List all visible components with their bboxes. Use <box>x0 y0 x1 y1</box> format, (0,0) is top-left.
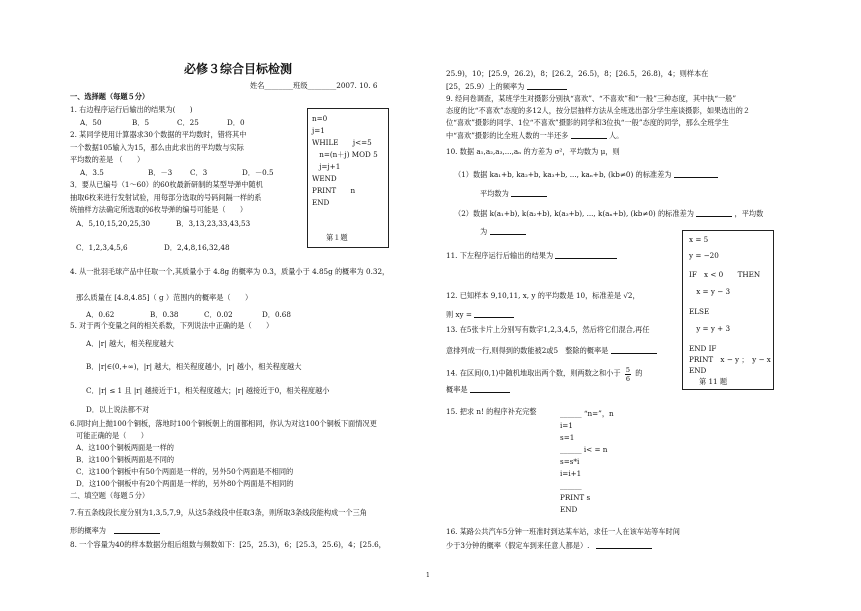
q12-answer-blank[interactable] <box>474 310 514 318</box>
q10-2-std-blank[interactable] <box>696 209 732 217</box>
q3-option-c: C．1,2,3,4,5,6 <box>76 243 128 252</box>
question-10-part-1 <box>454 170 718 178</box>
q8-answer-blank[interactable] <box>527 82 567 90</box>
question-12-line-2 <box>446 310 514 318</box>
q6-option-c: C．这100个铜板中有50个两面是一样的，另外50个两面是不相同的 <box>76 467 294 476</box>
q5-option-b: B．|r|∈(0,+∞)，|r| 越大，相关程度越小，|r| 越小，相关程度越大 <box>86 362 302 371</box>
program-line: s=1 <box>560 433 575 442</box>
q1-option-d: D．0 <box>227 118 245 127</box>
question-11 <box>446 251 617 259</box>
question-3-line-3: 统抽样方法确定所选取的6枚导弹的编号可能是（ ） <box>70 205 248 214</box>
program-line: ______ “n=”，n <box>560 409 614 418</box>
q14-prob-text: 概率是 <box>446 384 468 394</box>
question-5: 5. 对于两个变量之间的相关系数，下列说法中正确的是（ ） <box>70 321 274 330</box>
q1-option-a: A．50 <box>80 118 102 127</box>
question-1: 1. 右边程序运行后输出的结果为( ) <box>70 105 193 114</box>
question-6-line-1: 6.同时向上抛100个铜板，落地时100个铜板朝上的面都相同，你认为对这100个铜板下面情况更 <box>70 419 377 428</box>
question-7-text: 形的概率为 <box>70 525 106 535</box>
q5-option-a: A．|r| 越大，相关程度越大 <box>86 339 174 348</box>
q10-1-mean-blank[interactable] <box>511 189 547 197</box>
question-2-line-3: 平均数的差是 （ ） <box>70 155 145 164</box>
question-4-line-2: 那么质量在 [4.8,4.85]（ g ）范围内的概率是（ ） <box>76 293 253 302</box>
q4-option-c: C．0.02 <box>204 310 233 319</box>
question-10-part-2 <box>454 209 763 217</box>
question-7-line-2 <box>70 526 160 534</box>
question-3-line-2: 抽取6枚来进行发射试验，用每部分选取的号码间隔一样的系 <box>70 193 262 202</box>
q10-2-mean-blank[interactable] <box>490 227 526 235</box>
q12-text: 则 xy = <box>446 309 472 319</box>
program-line: j=j+1 <box>312 162 341 171</box>
program-line: ______ <box>560 481 582 490</box>
program-line: ______ i< = n <box>560 445 608 454</box>
program-line: PRINT n <box>312 186 356 195</box>
question-7-line-1: 7.有五条线段长度分别为1,3,5,7,9，从这5条线段中任取3条，则所取3条线段能构成一个三角 <box>70 508 367 517</box>
program-line: y = −20 <box>689 251 719 260</box>
q10-1-mean-text: 平均数为 <box>480 188 509 198</box>
program-line: WEND <box>312 174 337 183</box>
program-line: x = y − 3 <box>689 287 731 296</box>
question-3-line-1: 3．要从已编号（1～60）的60枚最新研制的某型导弹中随机 <box>70 180 263 189</box>
question-9-line-4 <box>446 131 623 139</box>
q6-option-b: B．这100个铜板两面是不同的 <box>76 455 175 464</box>
q5-option-c: C．|r| ≤ 1 且 |r| 越接近于1，相关程度越大；|r| 越接近于0，相关程度越小 <box>86 386 330 395</box>
program-line: n=0 <box>312 114 328 123</box>
program-line: s=s*i <box>560 457 580 466</box>
q16-answer-blank[interactable] <box>596 541 652 549</box>
program-line: i=i+1 <box>560 469 582 478</box>
q10-1-std-blank[interactable] <box>674 170 718 178</box>
question-13-line-2 <box>446 346 657 354</box>
q11-text: 11. 下左程序运行后输出的结果为 <box>446 250 554 260</box>
question-9-line-3: 位“喜欢”摄影的同学、1位“不喜欢”摄影的同学和3位执“一般”态度的同学，那么全班学生 <box>446 118 729 127</box>
q2-option-a: A．3.5 <box>80 168 104 177</box>
q3-option-d: D．2,4,8,16,32,48 <box>164 243 230 252</box>
question-9-line-2: 态度的比“不喜欢”态度的多12人，按分层抽样方法从全班选出部分学生座谈摄影，如果选出的２ <box>446 106 750 115</box>
q7-answer-blank[interactable] <box>114 526 160 534</box>
program-box-q11 <box>682 230 774 390</box>
q10-2-mean-text: 为 <box>480 226 488 236</box>
question-16-line-2 <box>446 541 652 549</box>
section-choice-heading: 一、选择题（每题５分） <box>70 92 150 101</box>
q6-option-d: D．这100个铜板中有20个两面是一样的，另外80个两面是不相同的 <box>76 479 294 488</box>
q14-fraction <box>625 366 631 383</box>
program-line: i=1 <box>560 421 573 430</box>
program-box-q1 <box>307 108 389 248</box>
q4-option-d: D．0.68 <box>262 310 291 319</box>
q3-option-b: B．3,13,23,33,43,53 <box>176 219 251 228</box>
q14-fraction-denominator: 6 <box>625 375 630 383</box>
q10-1-text: （1）数据 ka₁+b, ka₂+b, ka₃+b, ..., kaₙ+b, (kb≠0) 的标准差为 <box>454 169 672 179</box>
q4-option-a: A．0.62 <box>86 310 115 319</box>
question-12-line-1: 12. 已知样本 9,10,11, x, y 的平均数是 10，标准差是 √2， <box>446 291 640 300</box>
program-line: ELSE <box>689 307 710 316</box>
question-15: 15. 把求 n! 的程序补充完整 <box>446 407 537 416</box>
program-line: END <box>560 505 578 514</box>
q1-option-b: B．5 <box>132 118 150 127</box>
question-10-part-1-mean <box>480 189 547 197</box>
program-line: PRINT s <box>560 493 591 502</box>
question-4-line-1: 4. 从一批羽毛球产品中任取一个,其质量小于 4.8g 的概率为 0.3，质量小于 4.85g 的概率为 0.32， <box>70 267 390 276</box>
q9-text: 中“喜欢”摄影的比全班人数的一半还多 <box>446 130 569 140</box>
section-fill-heading: 二、填空题（每题５分） <box>70 491 150 500</box>
program-line: x = 5 <box>689 235 709 244</box>
question-8: 8. 一个容量为40的样本数据分组后组数与频数如下：[25，25.3)，6；[25.3，25.6)，4；[25.6， <box>70 540 386 549</box>
program-line: n=(n＋j) MOD 5 <box>312 150 378 159</box>
q13-answer-blank[interactable] <box>611 346 657 354</box>
question-13-line-1: 13. 在5张卡片上分别写有数字1,2,3,4,5，然后将它们混合,再任 <box>446 325 650 334</box>
question-9-line-1: 9. 经问卷调查，某班学生对摄影分别执“喜欢”、“不喜欢”和“一般”三种态度，其中执“一般” <box>446 94 737 103</box>
program-line: END <box>689 366 707 375</box>
q14-text-end: 的 <box>635 368 643 378</box>
q3-option-a: A．5,10,15,20,25,30 <box>76 219 151 228</box>
page-number: 1 <box>426 572 430 579</box>
question-10: 10. 数据 a₁,a₂,a₃,...,aₙ 的方差为 σ²，平均数为 μ，则 <box>446 147 620 156</box>
question-2-line-1: 2. 某同学使用计算器求30个数据的平均数时，错将其中 <box>70 130 247 139</box>
program-line: y = y + 3 <box>689 324 731 333</box>
q2-option-d: D．－0.5 <box>242 168 274 177</box>
q10-2-mean-label: ，平均数 <box>734 208 764 218</box>
q13-text: 意排列成一行,则得到的数能被2或5 整除的概率是 <box>446 345 609 355</box>
program-line: END <box>312 198 330 207</box>
q14-answer-blank[interactable] <box>470 385 510 393</box>
program-line: WHILE j<=5 <box>312 138 372 147</box>
question-14-line-1 <box>446 365 642 382</box>
question-2-line-2: 一个数据105输入为15，那么由此求出的平均数与实际 <box>70 143 244 152</box>
q16-text: 少于3分钟的概率（假定车到来任意人都是）. <box>446 540 590 550</box>
program-line: END IF <box>689 344 717 353</box>
q8-text: [25，25.9）上的频率为 <box>446 81 525 91</box>
program-caption: 第１题 <box>326 233 348 242</box>
q9-unit: 人。 <box>608 130 624 140</box>
q9-answer-blank[interactable] <box>571 131 607 139</box>
q10-2-text: （2）数据 k(a₁+b), k(a₂+b), k(a₃+b), ..., k(aₙ+b), (kb≠0) 的标准差为 <box>454 208 694 218</box>
q4-option-b: B．0.38 <box>150 310 179 319</box>
q14-fraction-numerator: 5 <box>625 366 630 374</box>
q2-option-c: C．3 <box>190 168 208 177</box>
q2-option-b: B．－3 <box>148 168 173 177</box>
q1-option-c: C．25 <box>177 118 199 127</box>
program-line: PRINT x − y ； y − x <box>689 355 771 364</box>
q14-text: 14. 在区间(0,1)中随机地取出两个数，则两数之和小于 <box>446 368 621 378</box>
question-6-line-2: 可能正确的是（ ） <box>76 431 148 440</box>
page-title: 必修３综合目标检测 <box>184 62 293 76</box>
program-caption: 第 11 题 <box>699 377 728 386</box>
question-8-continued-1: 25.9)，10；[25.9，26.2)，8；[26.2，26.5)，8；[26.5，26.8)，4；则样本在 <box>446 69 709 78</box>
program-line: j=1 <box>312 126 325 135</box>
program-line: IF x < 0 THEN <box>689 270 761 279</box>
q5-option-d: D．以上说法都不对 <box>86 405 150 414</box>
name-class-date-line: 姓名________班级________2007. 10. 6 <box>250 81 378 90</box>
q11-answer-blank[interactable] <box>555 251 617 259</box>
question-16-line-1: 16. 某路公共汽车5分钟一班准时到达某车站，求任一人在该车站等车时间 <box>446 527 680 536</box>
question-14-line-2 <box>446 385 510 393</box>
question-10-part-2-mean <box>480 227 526 235</box>
q6-option-a: A．这100个铜板两面是一样的 <box>76 443 174 452</box>
question-8-continued-2 <box>446 82 567 90</box>
